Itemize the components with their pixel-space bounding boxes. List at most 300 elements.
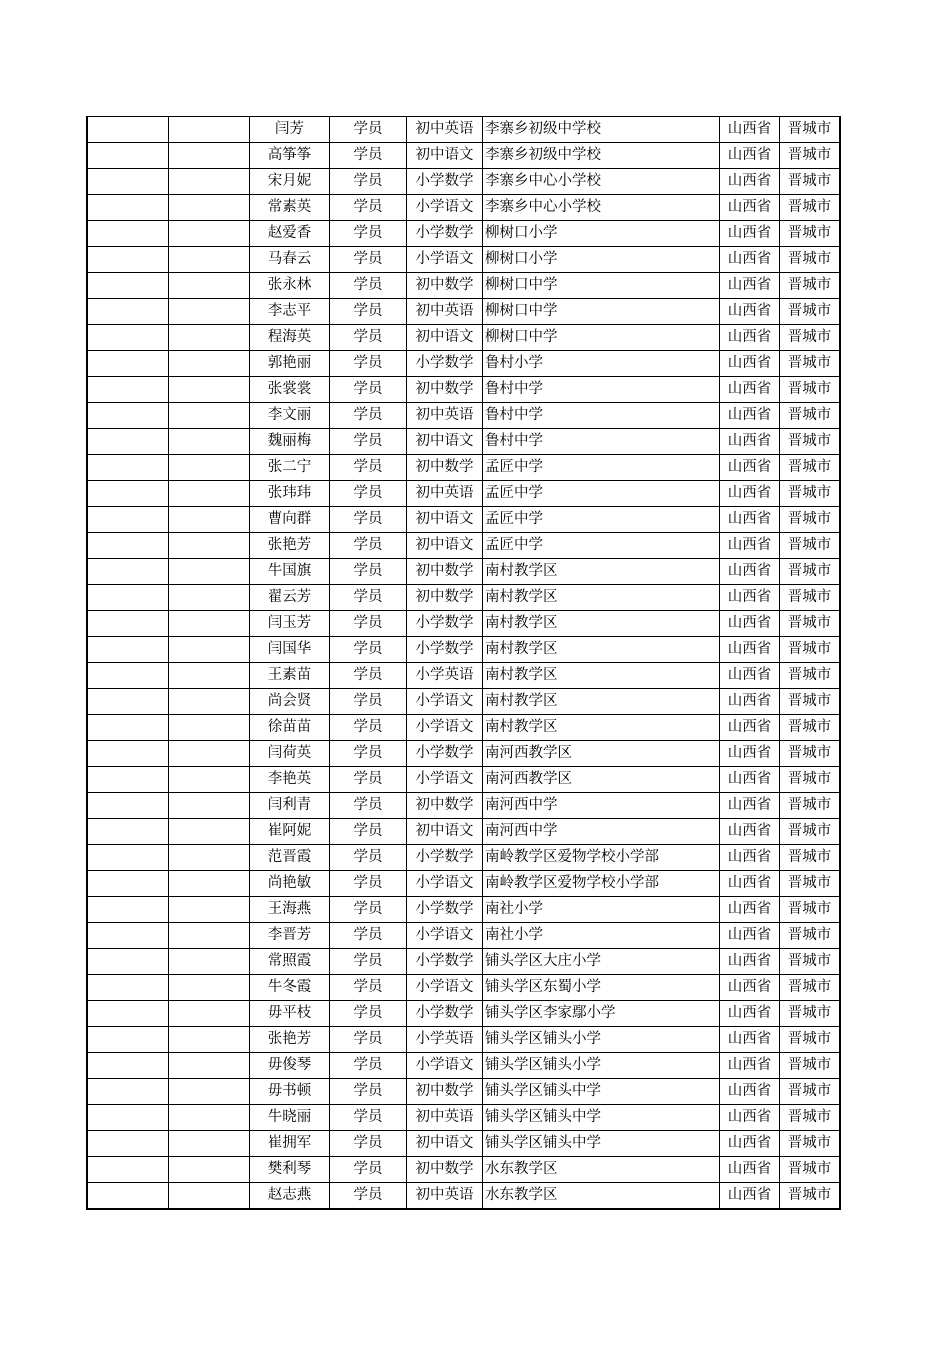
blank-cell-a	[87, 741, 169, 767]
school-cell: 铺头学区李家鄢小学	[483, 1001, 720, 1027]
name-cell: 闫荷英	[250, 741, 330, 767]
school-cell: 南村教学区	[483, 689, 720, 715]
name-cell: 毋平枝	[250, 1001, 330, 1027]
school-cell: 李寨乡初级中学校	[483, 143, 720, 169]
blank-cell-a	[87, 1183, 169, 1210]
subject-cell: 初中语文	[407, 533, 483, 559]
role-cell: 学员	[330, 663, 407, 689]
role-cell: 学员	[330, 507, 407, 533]
city-cell: 晋城市	[780, 793, 841, 819]
table-row	[87, 611, 840, 637]
role-cell: 学员	[330, 533, 407, 559]
role-cell: 学员	[330, 273, 407, 299]
province-cell: 山西省	[720, 429, 780, 455]
province-cell: 山西省	[720, 377, 780, 403]
subject-cell: 小学数学	[407, 897, 483, 923]
table-row	[87, 975, 840, 1001]
table-row	[87, 819, 840, 845]
blank-cell-a	[87, 377, 169, 403]
province-cell: 山西省	[720, 481, 780, 507]
blank-cell-b	[169, 845, 250, 871]
name-cell: 闫利青	[250, 793, 330, 819]
role-cell: 学员	[330, 1157, 407, 1183]
blank-cell-a	[87, 351, 169, 377]
role-cell: 学员	[330, 767, 407, 793]
blank-cell-b	[169, 221, 250, 247]
blank-cell-a	[87, 1157, 169, 1183]
subject-cell: 小学数学	[407, 741, 483, 767]
school-cell: 南村教学区	[483, 611, 720, 637]
school-cell: 铺头学区铺头中学	[483, 1131, 720, 1157]
subject-cell: 初中语文	[407, 1131, 483, 1157]
subject-cell: 小学数学	[407, 949, 483, 975]
city-cell: 晋城市	[780, 377, 841, 403]
city-cell: 晋城市	[780, 1157, 841, 1183]
city-cell: 晋城市	[780, 403, 841, 429]
name-cell: 崔拥军	[250, 1131, 330, 1157]
subject-cell: 小学语文	[407, 247, 483, 273]
name-cell: 毋书顿	[250, 1079, 330, 1105]
blank-cell-a	[87, 793, 169, 819]
name-cell: 闫国华	[250, 637, 330, 663]
school-cell: 铺头学区东蜀小学	[483, 975, 720, 1001]
blank-cell-b	[169, 793, 250, 819]
city-cell: 晋城市	[780, 611, 841, 637]
table-row	[87, 845, 840, 871]
table-row	[87, 923, 840, 949]
role-cell: 学员	[330, 637, 407, 663]
table-row	[87, 663, 840, 689]
name-cell: 牛晓丽	[250, 1105, 330, 1131]
province-cell: 山西省	[720, 351, 780, 377]
province-cell: 山西省	[720, 767, 780, 793]
name-cell: 范晋霞	[250, 845, 330, 871]
blank-cell-b	[169, 741, 250, 767]
table-row	[87, 793, 840, 819]
school-cell: 柳树口小学	[483, 221, 720, 247]
city-cell: 晋城市	[780, 117, 841, 143]
province-cell: 山西省	[720, 585, 780, 611]
role-cell: 学员	[330, 689, 407, 715]
city-cell: 晋城市	[780, 1183, 841, 1210]
name-cell: 魏丽梅	[250, 429, 330, 455]
city-cell: 晋城市	[780, 637, 841, 663]
name-cell: 曹向群	[250, 507, 330, 533]
subject-cell: 小学数学	[407, 1001, 483, 1027]
blank-cell-b	[169, 819, 250, 845]
table-row	[87, 507, 840, 533]
blank-cell-b	[169, 559, 250, 585]
name-cell: 徐苗苗	[250, 715, 330, 741]
blank-cell-a	[87, 949, 169, 975]
name-cell: 崔阿妮	[250, 819, 330, 845]
school-cell: 水东教学区	[483, 1183, 720, 1210]
role-cell: 学员	[330, 1131, 407, 1157]
subject-cell: 小学数学	[407, 221, 483, 247]
table-row	[87, 871, 840, 897]
blank-cell-a	[87, 1053, 169, 1079]
subject-cell: 初中数学	[407, 377, 483, 403]
school-cell: 柳树口小学	[483, 247, 720, 273]
school-cell: 李寨乡初级中学校	[483, 117, 720, 143]
province-cell: 山西省	[720, 169, 780, 195]
subject-cell: 初中英语	[407, 299, 483, 325]
blank-cell-b	[169, 481, 250, 507]
city-cell: 晋城市	[780, 871, 841, 897]
name-cell: 闫玉芳	[250, 611, 330, 637]
name-cell: 张裳裳	[250, 377, 330, 403]
blank-cell-a	[87, 325, 169, 351]
table-row	[87, 585, 840, 611]
name-cell: 张玮玮	[250, 481, 330, 507]
table-row	[87, 455, 840, 481]
role-cell: 学员	[330, 1027, 407, 1053]
role-cell: 学员	[330, 117, 407, 143]
name-cell: 尚会贤	[250, 689, 330, 715]
province-cell: 山西省	[720, 1183, 780, 1210]
subject-cell: 初中数学	[407, 273, 483, 299]
role-cell: 学员	[330, 923, 407, 949]
school-cell: 南河西中学	[483, 793, 720, 819]
subject-cell: 初中英语	[407, 1183, 483, 1210]
province-cell: 山西省	[720, 897, 780, 923]
role-cell: 学员	[330, 299, 407, 325]
blank-cell-a	[87, 169, 169, 195]
role-cell: 学员	[330, 377, 407, 403]
province-cell: 山西省	[720, 923, 780, 949]
city-cell: 晋城市	[780, 767, 841, 793]
province-cell: 山西省	[720, 611, 780, 637]
table-row	[87, 741, 840, 767]
school-cell: 南社小学	[483, 897, 720, 923]
city-cell: 晋城市	[780, 715, 841, 741]
table-row	[87, 481, 840, 507]
table-row	[87, 897, 840, 923]
name-cell: 常素英	[250, 195, 330, 221]
role-cell: 学员	[330, 325, 407, 351]
subject-cell: 小学语文	[407, 1053, 483, 1079]
school-cell: 南河西教学区	[483, 767, 720, 793]
table-row	[87, 1183, 840, 1210]
name-cell: 李艳英	[250, 767, 330, 793]
province-cell: 山西省	[720, 325, 780, 351]
blank-cell-b	[169, 1079, 250, 1105]
subject-cell: 初中语文	[407, 507, 483, 533]
blank-cell-b	[169, 1157, 250, 1183]
province-cell: 山西省	[720, 715, 780, 741]
school-cell: 铺头学区铺头小学	[483, 1053, 720, 1079]
table-row	[87, 377, 840, 403]
city-cell: 晋城市	[780, 247, 841, 273]
role-cell: 学员	[330, 741, 407, 767]
role-cell: 学员	[330, 715, 407, 741]
role-cell: 学员	[330, 611, 407, 637]
blank-cell-b	[169, 507, 250, 533]
table-row	[87, 1105, 840, 1131]
province-cell: 山西省	[720, 793, 780, 819]
subject-cell: 初中数学	[407, 1157, 483, 1183]
blank-cell-b	[169, 1183, 250, 1210]
province-cell: 山西省	[720, 1027, 780, 1053]
city-cell: 晋城市	[780, 325, 841, 351]
blank-cell-b	[169, 585, 250, 611]
blank-cell-a	[87, 611, 169, 637]
role-cell: 学员	[330, 221, 407, 247]
name-cell: 马春云	[250, 247, 330, 273]
province-cell: 山西省	[720, 455, 780, 481]
city-cell: 晋城市	[780, 663, 841, 689]
blank-cell-b	[169, 975, 250, 1001]
school-cell: 鲁村中学	[483, 429, 720, 455]
name-cell: 程海英	[250, 325, 330, 351]
role-cell: 学员	[330, 481, 407, 507]
blank-cell-b	[169, 1001, 250, 1027]
blank-cell-b	[169, 1053, 250, 1079]
table-row	[87, 117, 840, 143]
subject-cell: 小学英语	[407, 1027, 483, 1053]
table-row	[87, 221, 840, 247]
school-cell: 铺头学区大庄小学	[483, 949, 720, 975]
table-row	[87, 1131, 840, 1157]
blank-cell-b	[169, 143, 250, 169]
name-cell: 常照霞	[250, 949, 330, 975]
blank-cell-a	[87, 689, 169, 715]
table-row	[87, 767, 840, 793]
table-row	[87, 403, 840, 429]
school-cell: 南村教学区	[483, 559, 720, 585]
blank-cell-b	[169, 325, 250, 351]
city-cell: 晋城市	[780, 169, 841, 195]
role-cell: 学员	[330, 247, 407, 273]
blank-cell-a	[87, 481, 169, 507]
blank-cell-b	[169, 195, 250, 221]
blank-cell-b	[169, 611, 250, 637]
blank-cell-b	[169, 1105, 250, 1131]
name-cell: 樊利琴	[250, 1157, 330, 1183]
subject-cell: 小学数学	[407, 845, 483, 871]
role-cell: 学员	[330, 585, 407, 611]
city-cell: 晋城市	[780, 897, 841, 923]
blank-cell-a	[87, 767, 169, 793]
school-cell: 孟匠中学	[483, 481, 720, 507]
city-cell: 晋城市	[780, 143, 841, 169]
city-cell: 晋城市	[780, 221, 841, 247]
city-cell: 晋城市	[780, 481, 841, 507]
role-cell: 学员	[330, 1183, 407, 1210]
name-cell: 毋俊琴	[250, 1053, 330, 1079]
city-cell: 晋城市	[780, 585, 841, 611]
name-cell: 张艳芳	[250, 533, 330, 559]
subject-cell: 初中数学	[407, 455, 483, 481]
role-cell: 学员	[330, 351, 407, 377]
table-row	[87, 1053, 840, 1079]
province-cell: 山西省	[720, 1079, 780, 1105]
blank-cell-a	[87, 845, 169, 871]
subject-cell: 小学语文	[407, 871, 483, 897]
blank-cell-b	[169, 923, 250, 949]
role-cell: 学员	[330, 1079, 407, 1105]
blank-cell-b	[169, 429, 250, 455]
name-cell: 牛冬霞	[250, 975, 330, 1001]
table-row	[87, 1157, 840, 1183]
name-cell: 赵志燕	[250, 1183, 330, 1210]
province-cell: 山西省	[720, 221, 780, 247]
subject-cell: 小学语文	[407, 195, 483, 221]
province-cell: 山西省	[720, 273, 780, 299]
school-cell: 南岭教学区爱物学校小学部	[483, 871, 720, 897]
blank-cell-a	[87, 221, 169, 247]
subject-cell: 小学语文	[407, 923, 483, 949]
blank-cell-b	[169, 533, 250, 559]
blank-cell-a	[87, 975, 169, 1001]
city-cell: 晋城市	[780, 507, 841, 533]
subject-cell: 初中数学	[407, 585, 483, 611]
name-cell: 王海燕	[250, 897, 330, 923]
school-cell: 铺头学区铺头中学	[483, 1105, 720, 1131]
school-cell: 铺头学区铺头小学	[483, 1027, 720, 1053]
table-row	[87, 273, 840, 299]
subject-cell: 小学英语	[407, 663, 483, 689]
role-cell: 学员	[330, 195, 407, 221]
school-cell: 南岭教学区爱物学校小学部	[483, 845, 720, 871]
school-cell: 孟匠中学	[483, 455, 720, 481]
city-cell: 晋城市	[780, 689, 841, 715]
province-cell: 山西省	[720, 637, 780, 663]
table-row	[87, 533, 840, 559]
blank-cell-b	[169, 247, 250, 273]
name-cell: 翟云芳	[250, 585, 330, 611]
blank-cell-a	[87, 195, 169, 221]
blank-cell-a	[87, 429, 169, 455]
province-cell: 山西省	[720, 1105, 780, 1131]
blank-cell-a	[87, 143, 169, 169]
blank-cell-a	[87, 663, 169, 689]
name-cell: 李文丽	[250, 403, 330, 429]
table-row	[87, 169, 840, 195]
blank-cell-a	[87, 559, 169, 585]
role-cell: 学员	[330, 403, 407, 429]
school-cell: 南河西中学	[483, 819, 720, 845]
city-cell: 晋城市	[780, 351, 841, 377]
city-cell: 晋城市	[780, 1027, 841, 1053]
province-cell: 山西省	[720, 689, 780, 715]
role-cell: 学员	[330, 169, 407, 195]
blank-cell-a	[87, 897, 169, 923]
table-row	[87, 1001, 840, 1027]
school-cell: 水东教学区	[483, 1157, 720, 1183]
city-cell: 晋城市	[780, 975, 841, 1001]
province-cell: 山西省	[720, 143, 780, 169]
subject-cell: 初中英语	[407, 117, 483, 143]
roster-table	[86, 116, 841, 1210]
province-cell: 山西省	[720, 247, 780, 273]
role-cell: 学员	[330, 949, 407, 975]
role-cell: 学员	[330, 819, 407, 845]
city-cell: 晋城市	[780, 455, 841, 481]
city-cell: 晋城市	[780, 845, 841, 871]
school-cell: 李寨乡中心小学校	[483, 169, 720, 195]
province-cell: 山西省	[720, 507, 780, 533]
name-cell: 李志平	[250, 299, 330, 325]
subject-cell: 初中英语	[407, 481, 483, 507]
city-cell: 晋城市	[780, 949, 841, 975]
province-cell: 山西省	[720, 1131, 780, 1157]
blank-cell-a	[87, 455, 169, 481]
blank-cell-a	[87, 507, 169, 533]
school-cell: 鲁村中学	[483, 403, 720, 429]
subject-cell: 初中数学	[407, 559, 483, 585]
blank-cell-a	[87, 247, 169, 273]
blank-cell-b	[169, 949, 250, 975]
subject-cell: 初中数学	[407, 793, 483, 819]
blank-cell-b	[169, 897, 250, 923]
blank-cell-b	[169, 299, 250, 325]
role-cell: 学员	[330, 1001, 407, 1027]
role-cell: 学员	[330, 845, 407, 871]
name-cell: 张艳芳	[250, 1027, 330, 1053]
subject-cell: 小学数学	[407, 169, 483, 195]
province-cell: 山西省	[720, 663, 780, 689]
school-cell: 孟匠中学	[483, 533, 720, 559]
blank-cell-a	[87, 1105, 169, 1131]
name-cell: 郭艳丽	[250, 351, 330, 377]
blank-cell-a	[87, 117, 169, 143]
blank-cell-a	[87, 1079, 169, 1105]
blank-cell-b	[169, 1027, 250, 1053]
table-row	[87, 429, 840, 455]
roster-table-body	[87, 117, 840, 1210]
province-cell: 山西省	[720, 559, 780, 585]
province-cell: 山西省	[720, 741, 780, 767]
school-cell: 鲁村小学	[483, 351, 720, 377]
blank-cell-a	[87, 273, 169, 299]
table-row	[87, 1079, 840, 1105]
blank-cell-b	[169, 663, 250, 689]
province-cell: 山西省	[720, 533, 780, 559]
table-row	[87, 715, 840, 741]
blank-cell-b	[169, 273, 250, 299]
blank-cell-a	[87, 1131, 169, 1157]
table-row	[87, 689, 840, 715]
school-cell: 柳树口中学	[483, 273, 720, 299]
school-cell: 鲁村中学	[483, 377, 720, 403]
subject-cell: 小学语文	[407, 975, 483, 1001]
school-cell: 南社小学	[483, 923, 720, 949]
role-cell: 学员	[330, 1053, 407, 1079]
city-cell: 晋城市	[780, 299, 841, 325]
city-cell: 晋城市	[780, 533, 841, 559]
city-cell: 晋城市	[780, 429, 841, 455]
province-cell: 山西省	[720, 195, 780, 221]
name-cell: 赵爱香	[250, 221, 330, 247]
province-cell: 山西省	[720, 299, 780, 325]
table-row	[87, 325, 840, 351]
subject-cell: 初中英语	[407, 1105, 483, 1131]
province-cell: 山西省	[720, 975, 780, 1001]
role-cell: 学员	[330, 897, 407, 923]
city-cell: 晋城市	[780, 195, 841, 221]
name-cell: 闫芳	[250, 117, 330, 143]
subject-cell: 初中语文	[407, 325, 483, 351]
province-cell: 山西省	[720, 949, 780, 975]
school-cell: 南河西教学区	[483, 741, 720, 767]
province-cell: 山西省	[720, 403, 780, 429]
name-cell: 张永林	[250, 273, 330, 299]
blank-cell-b	[169, 377, 250, 403]
province-cell: 山西省	[720, 1157, 780, 1183]
school-cell: 南村教学区	[483, 585, 720, 611]
blank-cell-b	[169, 715, 250, 741]
